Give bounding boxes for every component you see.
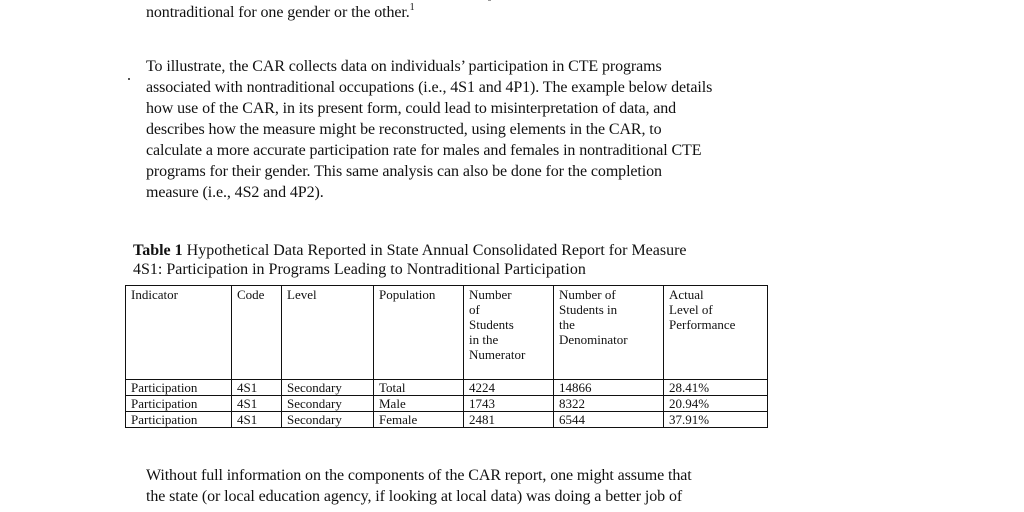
cell-code: 4S1 [232,396,282,412]
header-performance [664,286,768,380]
header-text: in the [469,332,499,347]
header-text: Level of [669,302,713,317]
paragraph-line: the state (or local education agency, if looking at local data) was doing a better job of [146,488,683,505]
table-caption-line2: 4S1: Participation in Programs Leading to Nontraditional Participation [133,261,586,278]
paragraph-line: associated with nontraditional occupations (i.e., 4S1 and 4P1). The example below details [146,79,713,96]
header-text: Students [469,317,514,332]
header-code [232,286,282,380]
table-row [126,380,768,396]
cell-code: 4S1 [232,380,282,396]
header-denominator [554,286,664,380]
header-text: Denominator [559,332,628,347]
table-caption-label: Table 1 [133,242,183,259]
paragraph-line: describes how the measure might be reconstructed, using elements in the CAR, to [146,121,662,138]
margin-mark [128,78,130,80]
table-header-row [126,286,768,380]
footnote-marker: 1 [409,2,415,13]
paragraph-line: calculate a more accurate participation rate for males and females in nontraditional CTE [146,142,702,159]
cell-population: Female [374,412,464,428]
cell-denominator: 14866 [554,380,664,396]
cell-performance: 28.41% [664,380,768,396]
intro-tail-text: nontraditional for one gender or the other. [146,4,410,21]
header-text: the [559,317,575,332]
header-text: Indicator [131,287,178,302]
scan-artifact [488,0,491,1]
header-population [374,286,464,380]
table-row [126,412,768,428]
paragraph-line: programs for their gender. This same analysis can also be done for the completion [146,163,662,180]
cell-performance: 20.94% [664,396,768,412]
header-numerator [464,286,554,380]
cell-denominator: 6544 [554,412,664,428]
cell-code: 4S1 [232,412,282,428]
cell-indicator: Participation [126,380,232,396]
cell-population: Male [374,396,464,412]
cell-level: Secondary [282,412,374,428]
data-table [125,285,768,428]
cell-indicator: Participation [126,396,232,412]
intro-tail-line [146,3,415,23]
table-row [126,396,768,412]
header-text: Code [237,287,265,302]
header-text: of [469,302,480,317]
table-caption [133,242,687,260]
header-text: Number [469,287,512,302]
cell-numerator: 2481 [464,412,554,428]
cell-denominator: 8322 [554,396,664,412]
cell-indicator: Participation [126,412,232,428]
cell-numerator: 1743 [464,396,554,412]
cell-level: Secondary [282,380,374,396]
paragraph-line: how use of the CAR, in its present form, could lead to misinterpretation of data, and [146,100,677,117]
cell-level: Secondary [282,396,374,412]
header-text: Numerator [469,347,526,362]
paragraph-line: Without full information on the components of the CAR report, one might assume that [146,467,692,484]
header-text: Students in [559,302,618,317]
header-level [282,286,374,380]
paragraph-line: To illustrate, the CAR collects data on individuals’ participation in CTE programs [146,58,662,75]
paragraph-line: measure (i.e., 4S2 and 4P2). [146,184,324,201]
header-text: Population [379,287,436,302]
header-text: Actual [669,287,704,302]
header-text: Level [287,287,317,302]
cell-performance: 37.91% [664,412,768,428]
header-text: Number of [559,287,616,302]
cell-numerator: 4224 [464,380,554,396]
table-caption-text: Hypothetical Data Reported in State Annual Consolidated Report for Measure [182,242,687,259]
header-indicator [126,286,232,380]
header-text: Performance [669,317,736,332]
cell-population: Total [374,380,464,396]
